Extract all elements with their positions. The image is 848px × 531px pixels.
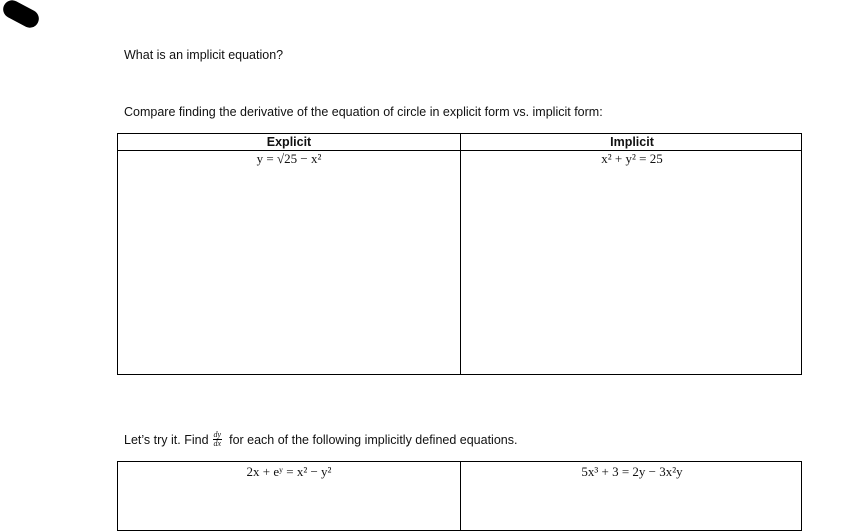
practice-equation-1: 2x + eʸ = x² − y² <box>246 464 332 479</box>
question-try-it <box>124 431 517 448</box>
practice-equation-2: 5x³ + 3 = 2y − 3x²y <box>581 464 683 479</box>
ink-mark <box>0 0 42 31</box>
question-compare: Compare finding the derivative of the equation of circle in explicit form vs. implicit form: <box>124 105 603 119</box>
header-implicit: Implicit <box>610 135 654 149</box>
question-implicit-equation: What is an implicit equation? <box>124 48 284 62</box>
comparison-table <box>117 133 802 375</box>
derivative-denominator: dx <box>213 439 222 448</box>
derivative-fraction <box>213 431 223 448</box>
header-explicit: Explicit <box>266 135 312 149</box>
try-suffix: for each of the following implicitly defined equations. <box>229 432 518 447</box>
table-column-divider <box>460 134 461 374</box>
derivative-numerator: dy <box>213 430 222 439</box>
try-prefix: Let’s try it. Find <box>124 432 209 447</box>
equation-explicit: y = √25 − x² <box>256 151 322 166</box>
equation-implicit: x² + y² = 25 <box>601 151 663 166</box>
